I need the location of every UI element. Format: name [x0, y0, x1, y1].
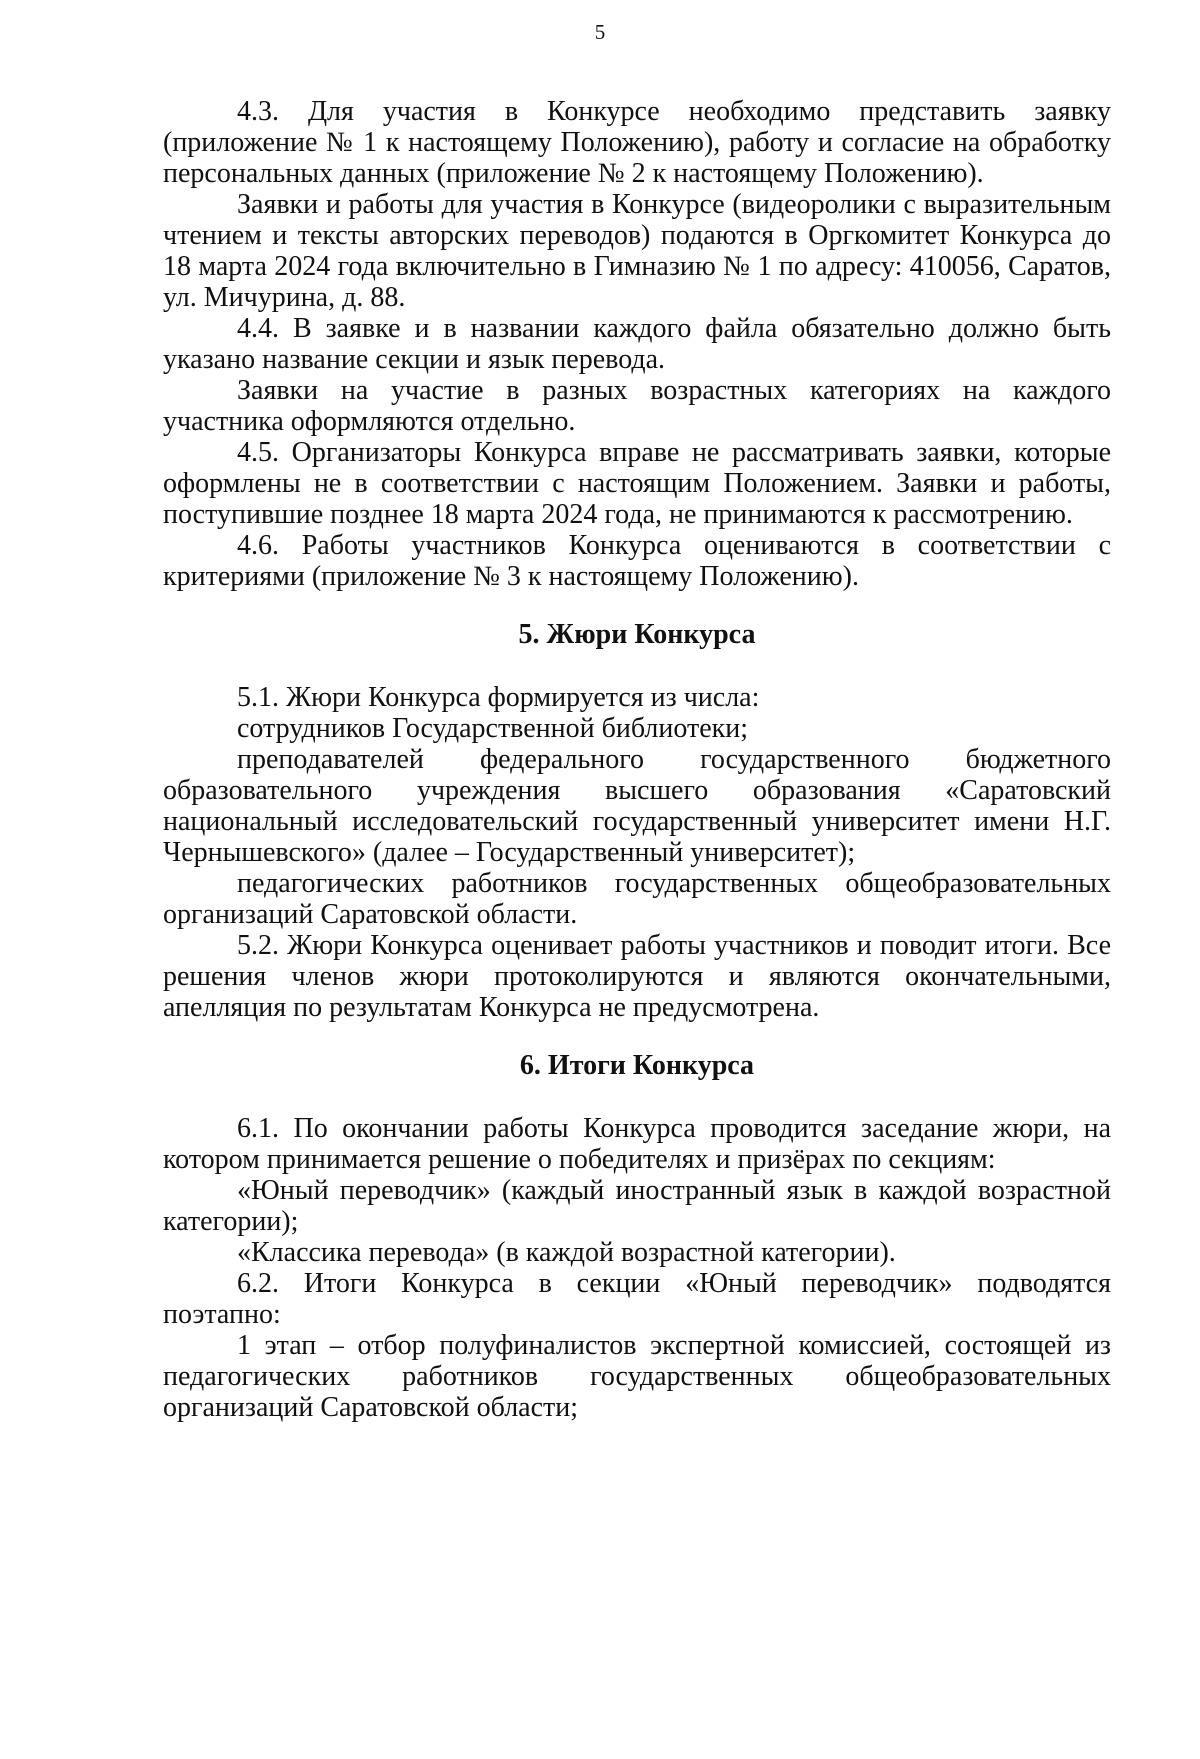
paragraph-5-1-library: сотрудников Государственной библиотеки; — [237, 713, 749, 744]
paragraph-5-1-university: преподавателей федерального государственного бюджетного образовательного учреждения высшего образования «Саратовский национальный исследовательский государственный университет имени Н.Г. Чернышевского» (далее – Государственный университет); — [163, 744, 1111, 868]
paragraph-4-4-categories: Заявки на участие в разных возрастных категориях на каждого участника оформляются отдельно. — [163, 375, 1111, 437]
paragraph-6-2: 6.2. Итоги Конкурса в секции «Юный переводчик» подводятся поэтапно: — [163, 1268, 1111, 1330]
paragraph-6-1-young-translator: «Юный переводчик» (каждый иностранный язык в каждой возрастной категории); — [163, 1175, 1111, 1237]
document-body — [163, 96, 1111, 1423]
paragraph-4-3: 4.3. Для участия в Конкурсе необходимо представить заявку (приложение № 1 к настоящему Положению), работу и согласие на обработку персональных данных (приложение № 2 к настоящему Положению). — [163, 96, 1111, 189]
paragraph-5-1-teachers: педагогических работников государственных общеобразовательных организаций Саратовской области. — [163, 868, 1111, 930]
paragraph-6-2-stage-1: 1 этап – отбор полуфиналистов экспертной комиссией, состоящей из педагогических работников государственных общеобразовательных организаций Саратовской области; — [163, 1330, 1111, 1423]
paragraph-4-6: 4.6. Работы участников Конкурса оцениваются в соответствии с критериями (приложение № 3 к настоящему Положению). — [163, 530, 1111, 592]
paragraph-4-5: 4.5. Организаторы Конкурса вправе не рассматривать заявки, которые оформлены не в соответствии с настоящим Положением. Заявки и работы, поступившие позднее 18 марта 2024 года, не принимаются к рассмотрению. — [163, 437, 1111, 530]
paragraph-4-3-submission: Заявки и работы для участия в Конкурсе (видеоролики с выразительным чтением и тексты авторских переводов) подаются в Оргкомитет Конкурса до 18 марта 2024 года включительно в Гимназию № 1 по адресу: 410056, Саратов, ул. Мичурина, д. 88. — [163, 189, 1111, 313]
section-heading-jury: 5. Жюри Конкурса — [518, 619, 756, 650]
paragraph-6-1-classics: «Классика перевода» (в каждой возрастной категории). — [237, 1237, 896, 1268]
page-number: 5 — [594, 20, 606, 44]
paragraph-4-4: 4.4. В заявке и в названии каждого файла обязательно должно быть указано название секции и язык перевода. — [163, 313, 1111, 375]
paragraph-5-1: 5.1. Жюри Конкурса формируется из числа: — [237, 682, 760, 713]
paragraph-6-1: 6.1. По окончании работы Конкурса проводится заседание жюри, на котором принимается решение о победителях и призёрах по секциям: — [163, 1113, 1111, 1175]
paragraph-5-2: 5.2. Жюри Конкурса оценивает работы участников и поводит итоги. Все решения членов жюри протоколируются и являются окончательными, апелляция по результатам Конкурса не предусмотрена. — [163, 930, 1111, 1023]
section-heading-results: 6. Итоги Конкурса — [519, 1050, 755, 1081]
